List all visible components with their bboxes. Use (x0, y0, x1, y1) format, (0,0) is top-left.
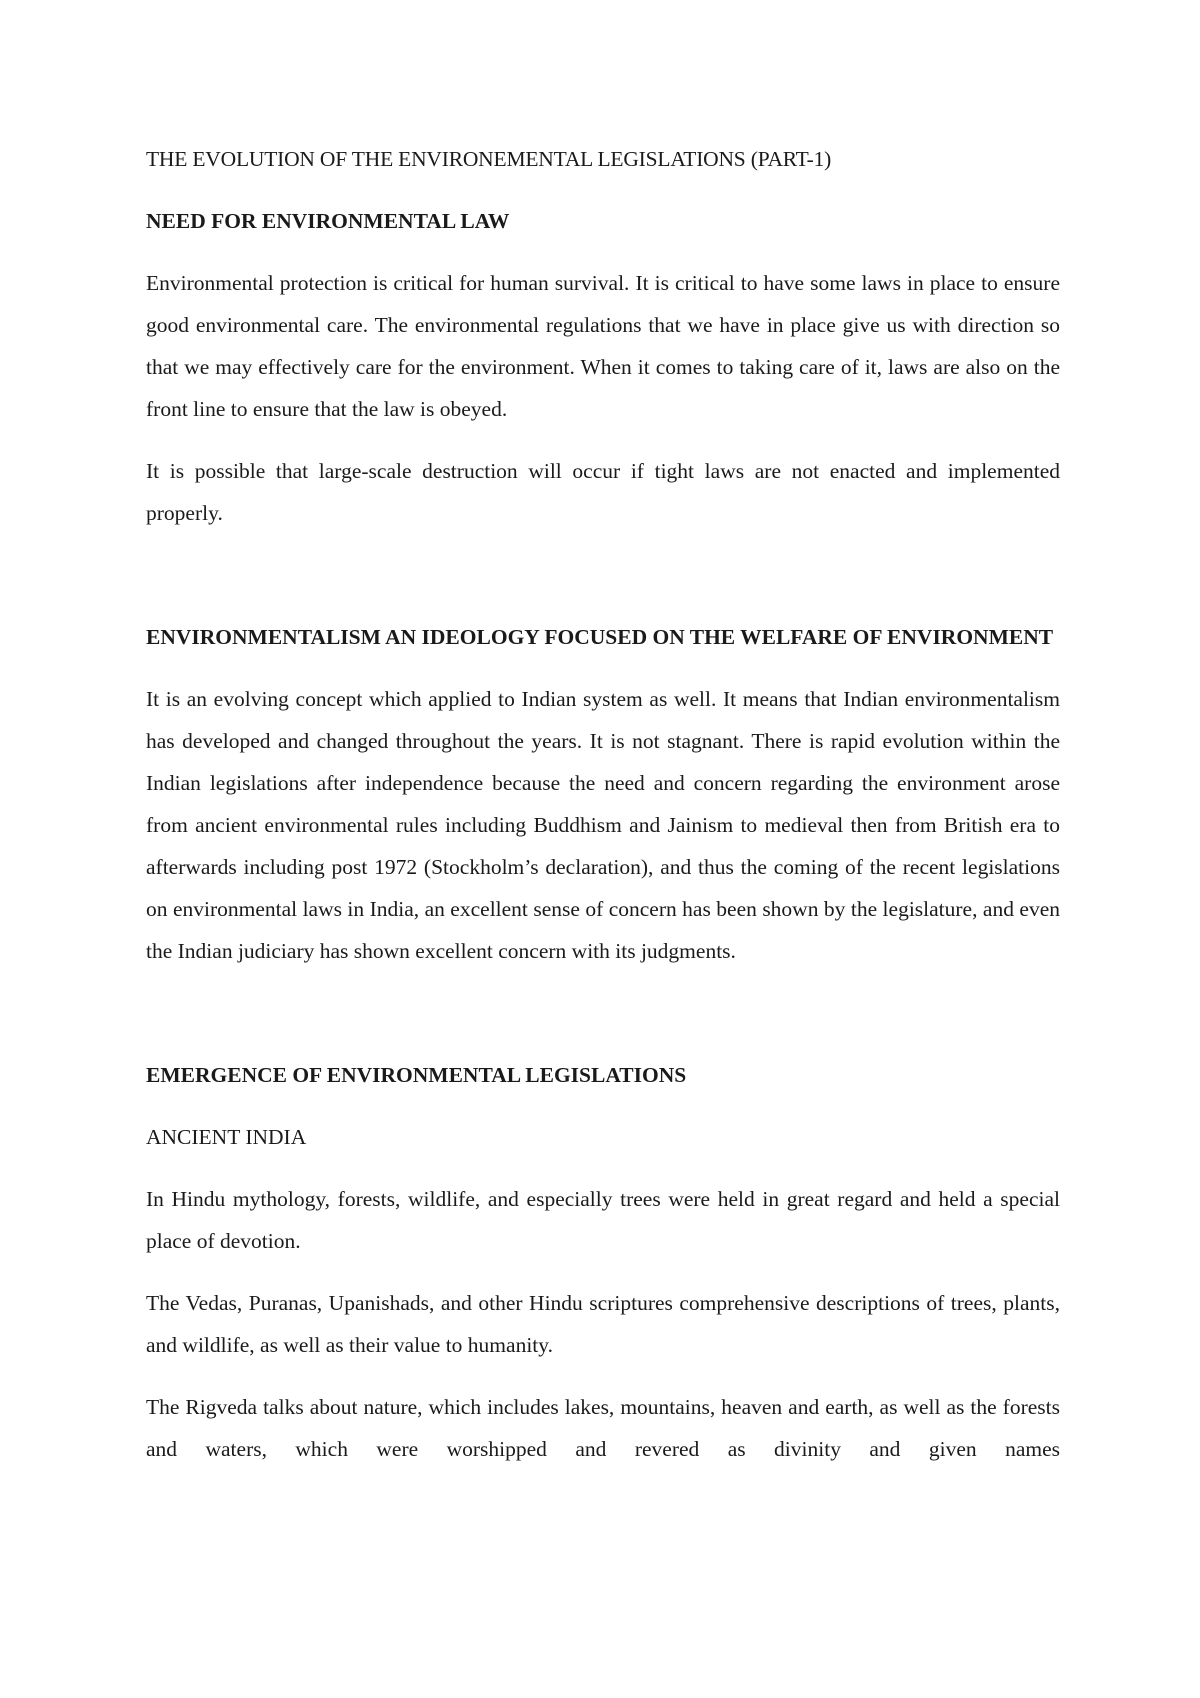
document-title: THE EVOLUTION OF THE ENVIRONEMENTAL LEGISLATIONS (PART-1) (146, 147, 832, 171)
paragraph: The Rigveda talks about nature, which includes lakes, mountains, heaven and earth, as well as the forests and waters, which were worshipped and revered as divinity and given names (146, 1395, 1060, 1461)
paragraph: In Hindu mythology, forests, wildlife, and especially trees were held in great regard and held a special place of devotion. (146, 1187, 1060, 1253)
paragraph: It is possible that large-scale destruction will occur if tight laws are not enacted and implemented properly. (146, 459, 1060, 525)
section-heading: EMERGENCE OF ENVIRONMENTAL LEGISLATIONS (146, 1063, 687, 1087)
section-heading: ENVIRONMENTALISM AN IDEOLOGY FOCUSED ON THE WELFARE OF ENVIRONMENT (146, 625, 1054, 649)
section-need-for-environmental-law (146, 200, 1060, 534)
paragraph: It is an evolving concept which applied to Indian system as well. It means that Indian environmentalism has developed and changed throughout the years. It is not stagnant. There is rapid evolution within the Indian legislations after independence because the need and concern regarding the environment arose from ancient environmental rules including Buddhism and Jainism to medieval then from British era to afterwards including post 1972 (Stockholm’s declaration), and thus the coming of the recent legislations on environmental laws in India, an excellent sense of concern has been shown by the legislature, and even the Indian judiciary has shown excellent concern with its judgments. (146, 687, 1060, 963)
paragraph: Environmental protection is critical for human survival. It is critical to have some laws in place to ensure good environmental care. The environmental regulations that we have in place give us with direction so that we may effectively care for the environment. When it comes to taking care of it, laws are also on the front line to ensure that the law is obeyed. (146, 271, 1060, 421)
section-spacer (146, 554, 1060, 616)
section-heading: NEED FOR ENVIRONMENTAL LAW (146, 209, 510, 233)
section-subheading: ANCIENT INDIA (146, 1125, 307, 1149)
section-spacer (146, 992, 1060, 1054)
section-environmentalism-ideology (146, 616, 1060, 972)
document-page (146, 138, 1060, 1490)
section-emergence-of-legislations (146, 1054, 1060, 1470)
paragraph: The Vedas, Puranas, Upanishads, and other Hindu scriptures comprehensive descriptions of trees, plants, and wildlife, as well as their value to humanity. (146, 1291, 1060, 1357)
